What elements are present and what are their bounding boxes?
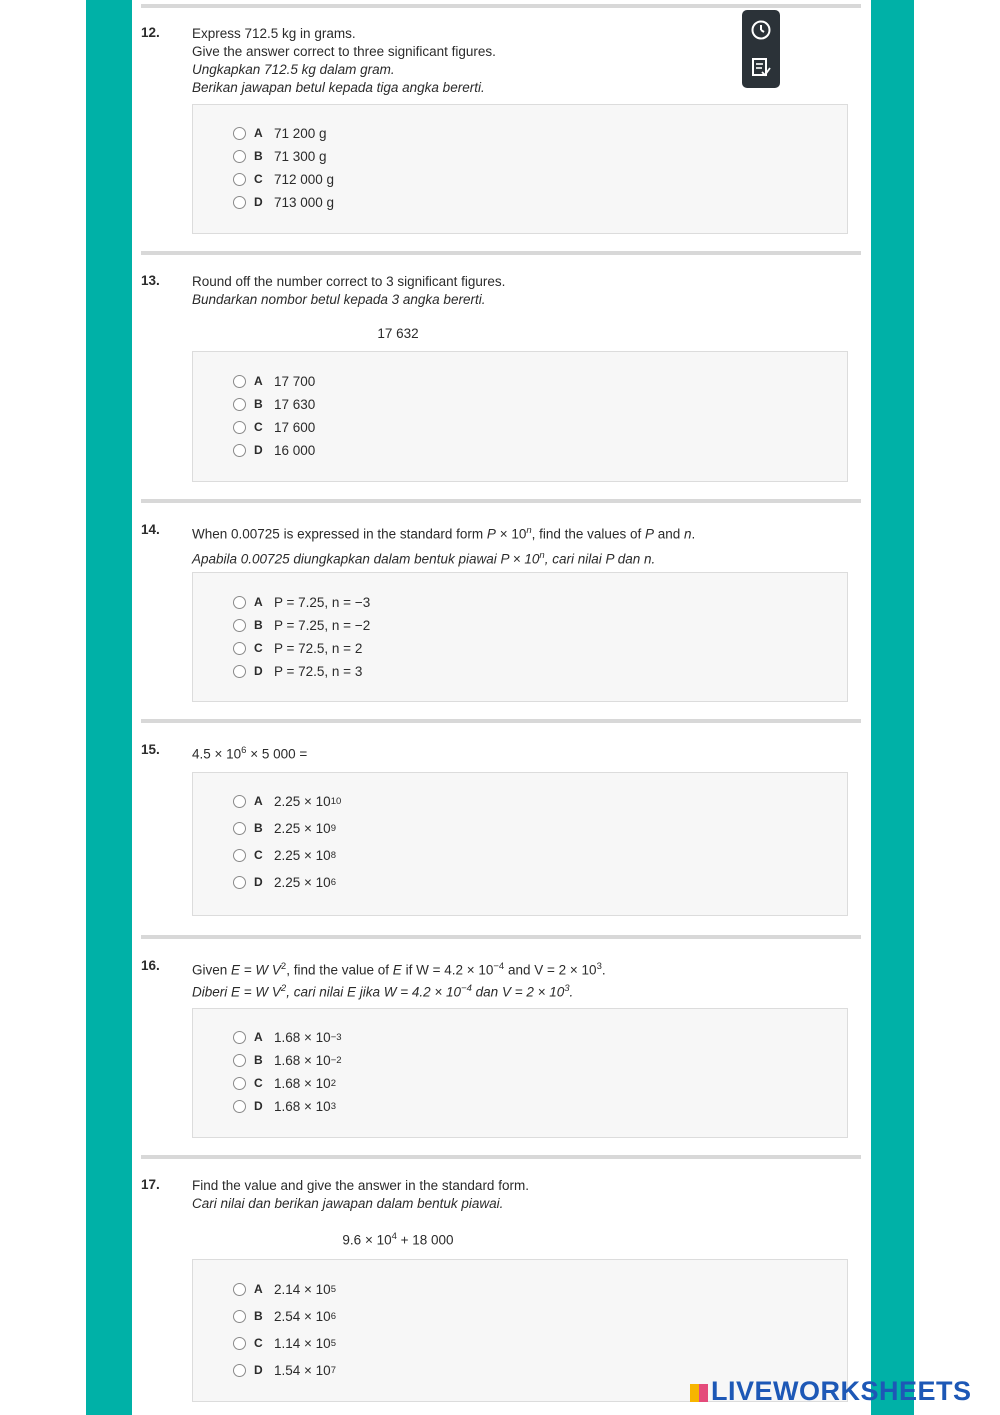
exponent: 5: [330, 1337, 336, 1349]
question-line: [192, 522, 812, 544]
option-text: 16 000: [274, 442, 316, 458]
option-text: 2.14 × 10: [274, 1281, 331, 1297]
options-panel: [192, 1008, 848, 1138]
formula: E = W V: [231, 984, 281, 999]
option-text: 712 000 g: [274, 171, 335, 187]
text-run: , cari nilai: [544, 551, 606, 566]
option-d[interactable]: [233, 192, 334, 212]
question-text: [192, 958, 812, 1001]
option-b[interactable]: [233, 146, 327, 166]
exponent: 4: [391, 1231, 397, 1242]
option-text: 713 000 g: [274, 194, 335, 210]
radio-button[interactable]: [233, 196, 246, 209]
variable-p: P: [500, 551, 509, 566]
option-text: 2.54 × 10: [274, 1308, 331, 1324]
text-run: + 18 000: [396, 1232, 454, 1248]
options-panel: [192, 104, 848, 234]
option-d[interactable]: [233, 661, 362, 681]
text-run: 4.5 × 10: [192, 746, 242, 762]
option-letter: C: [254, 172, 263, 186]
liveworksheets-logo: [690, 1376, 972, 1407]
text-run: if: [401, 962, 417, 978]
text-run: , find the values of: [531, 526, 645, 542]
text-run: , find the value of: [286, 962, 393, 978]
exponent: 6: [241, 745, 247, 756]
option-letter: A: [254, 1030, 263, 1044]
text-run: Given: [192, 962, 232, 978]
question-line: Find the value and give the answer in the standard form.: [192, 1178, 529, 1193]
option-text: 2.25 × 10: [274, 874, 331, 890]
text-run: and: [653, 526, 685, 542]
option-text: 1.14 × 10: [274, 1335, 331, 1351]
option-text: P = 7.25, n = −3: [274, 594, 371, 610]
question-number: 15.: [141, 742, 160, 757]
option-b[interactable]: [233, 1050, 342, 1070]
formula: E = W V: [231, 962, 281, 978]
radio-button[interactable]: [233, 665, 246, 678]
radio-button[interactable]: [233, 150, 246, 163]
variable-p: P: [486, 526, 496, 542]
exponent: −2: [330, 1054, 342, 1066]
radio-button[interactable]: [233, 1100, 246, 1113]
text-run: , cari nilai: [286, 984, 347, 999]
option-letter: C: [254, 1076, 263, 1090]
option-letter: C: [254, 1336, 263, 1350]
option-d[interactable]: [233, 440, 315, 460]
text-run: 9.6 × 10: [342, 1232, 392, 1248]
text-run: jika: [356, 984, 384, 999]
option-c[interactable]: [233, 638, 362, 658]
brand-text: LIVEWORKSHEETS: [711, 1376, 972, 1406]
radio-button[interactable]: [233, 1310, 246, 1323]
option-text: 1.54 × 10: [274, 1362, 331, 1378]
variable-e: E: [392, 962, 402, 978]
option-text: 17 630: [274, 396, 316, 412]
question-divider: [141, 935, 861, 939]
question-line: Give the answer correct to three significant figures.: [192, 44, 496, 59]
variable-n: n: [684, 526, 692, 542]
text-run: .: [601, 962, 606, 978]
option-letter: D: [254, 875, 263, 889]
radio-button[interactable]: [233, 1283, 246, 1296]
options-panel: [192, 351, 848, 482]
question-text: [192, 273, 812, 309]
question-divider: [141, 499, 861, 503]
exponent: 2: [280, 961, 287, 972]
question-number: 16.: [141, 958, 160, 973]
exponent: 9: [330, 822, 336, 834]
question-line-translation: [192, 980, 812, 1002]
option-text: P = 7.25, n = −2: [274, 617, 371, 633]
option-b[interactable]: [233, 615, 370, 635]
radio-button[interactable]: [233, 1054, 246, 1067]
radio-button[interactable]: [233, 173, 246, 186]
variable-n: n: [539, 549, 545, 561]
radio-button[interactable]: [233, 398, 246, 411]
option-a[interactable]: [233, 371, 315, 391]
text-run: Diberi: [192, 984, 232, 999]
option-a[interactable]: [233, 123, 327, 143]
option-letter: B: [254, 618, 263, 632]
option-letter: B: [254, 1309, 263, 1323]
exponent: 3: [596, 961, 602, 972]
question-line: Round off the number correct to 3 significant figures.: [192, 274, 506, 289]
text-run: × 10: [495, 526, 527, 542]
option-b[interactable]: [233, 394, 315, 414]
radio-button[interactable]: [233, 421, 246, 434]
radio-button[interactable]: [233, 795, 246, 808]
radio-button[interactable]: [233, 444, 246, 457]
variable-e: E: [346, 984, 356, 999]
option-text: P = 72.5, n = 3: [274, 663, 363, 679]
question-number-value: 17 632: [377, 326, 419, 341]
text-run: .: [651, 551, 656, 566]
formula: W = 4.2 × 10: [383, 984, 462, 999]
option-text: 1.68 × 10: [274, 1098, 331, 1114]
option-c[interactable]: [233, 845, 336, 865]
option-letter: D: [254, 1099, 263, 1113]
right-margin-band: [871, 0, 914, 1415]
variable-p: P: [605, 551, 614, 566]
option-letter: B: [254, 821, 263, 835]
option-text: 17 600: [274, 419, 316, 435]
exponent: 2: [330, 1077, 336, 1089]
option-text: 2.25 × 10: [274, 820, 331, 836]
exponent: 6: [330, 1310, 336, 1322]
option-letter: A: [254, 1282, 263, 1296]
variable-p: P: [644, 526, 654, 542]
radio-button[interactable]: [233, 1337, 246, 1350]
exponent: 3: [330, 1100, 336, 1112]
question-number: 13.: [141, 273, 160, 288]
radio-button[interactable]: [233, 619, 246, 632]
formula: W = 4.2 × 10: [416, 962, 494, 978]
option-letter: D: [254, 1363, 263, 1377]
radio-button[interactable]: [233, 822, 246, 835]
question-number: 17.: [141, 1177, 160, 1192]
option-letter: B: [254, 149, 263, 163]
exponent: 3: [564, 982, 570, 994]
exponent: −4: [461, 982, 472, 994]
text-run: and: [504, 962, 535, 978]
radio-button[interactable]: [233, 375, 246, 388]
question-line: [192, 958, 812, 980]
text-run: When 0.00725 is expressed in the standard form: [192, 526, 487, 542]
text-run: .: [569, 984, 574, 999]
exponent: 5: [330, 1283, 336, 1295]
option-text: 1.68 × 10: [274, 1052, 331, 1068]
option-letter: C: [254, 420, 263, 434]
option-text: 71 200 g: [274, 125, 327, 141]
option-letter: B: [254, 1053, 263, 1067]
question-divider: [141, 719, 861, 723]
text-run: dan: [614, 551, 645, 566]
question-text: [192, 1177, 812, 1213]
option-letter: A: [254, 794, 263, 808]
option-c[interactable]: [233, 417, 315, 437]
question-expression: [0, 1231, 796, 1248]
question-divider: [141, 251, 861, 255]
question-line-translation: Ungkapkan 712.5 kg dalam gram.: [192, 62, 395, 77]
option-d[interactable]: [233, 1096, 336, 1116]
text-run: .: [691, 526, 696, 542]
option-a[interactable]: [233, 1027, 342, 1047]
question-line-translation: [192, 547, 812, 569]
option-a[interactable]: [233, 1279, 336, 1299]
option-c[interactable]: [233, 1333, 336, 1353]
option-letter: C: [254, 848, 263, 862]
option-b[interactable]: [233, 1306, 336, 1326]
text-run: dan: [471, 984, 502, 999]
option-text: 1.68 × 10: [274, 1029, 331, 1045]
option-letter: D: [254, 195, 263, 209]
question-line-translation: Bundarkan nombor betul kepada 3 angka bererti.: [192, 292, 486, 307]
option-text: 2.25 × 10: [274, 793, 331, 809]
exponent: 10: [330, 795, 342, 807]
option-text: 2.25 × 10: [274, 847, 331, 863]
option-text: 1.68 × 10: [274, 1075, 331, 1091]
radio-button[interactable]: [233, 1031, 246, 1044]
question-line-translation: Berikan jawapan betul kepada tiga angka bererti.: [192, 80, 485, 95]
option-letter: D: [254, 664, 263, 678]
exponent: 6: [330, 876, 336, 888]
option-letter: A: [254, 126, 263, 140]
question-line: Express 712.5 kg in grams.: [192, 26, 356, 41]
option-a[interactable]: [233, 592, 370, 612]
question-text: [192, 25, 812, 97]
text-run: × 10: [509, 551, 540, 566]
formula: V = 2 × 10: [501, 984, 565, 999]
text-run: Apabila 0.00725 diungkapkan dalam bentuk piawai: [192, 551, 501, 566]
option-text: P = 72.5, n = 2: [274, 640, 363, 656]
option-text: 17 700: [274, 373, 316, 389]
question-number: 12.: [141, 25, 160, 40]
radio-button[interactable]: [233, 1364, 246, 1377]
options-panel: [192, 772, 848, 916]
option-c[interactable]: [233, 169, 334, 189]
options-panel: [192, 572, 848, 702]
option-letter: A: [254, 595, 263, 609]
radio-button[interactable]: [233, 596, 246, 609]
option-letter: D: [254, 443, 263, 457]
formula: V = 2 × 10: [534, 962, 597, 978]
exponent: 7: [330, 1364, 336, 1376]
radio-button[interactable]: [233, 642, 246, 655]
option-text: 71 300 g: [274, 148, 327, 164]
radio-button[interactable]: [233, 1077, 246, 1090]
exponent: 2: [280, 982, 287, 994]
left-margin-band: [86, 0, 132, 1415]
question-text: [192, 742, 812, 764]
question-divider: [141, 4, 861, 8]
variable-n: n: [644, 551, 652, 566]
option-letter: C: [254, 641, 263, 655]
option-letter: A: [254, 374, 263, 388]
question-text: [192, 522, 812, 568]
question-line-translation: Cari nilai dan berikan jawapan dalam bentuk piawai.: [192, 1196, 504, 1211]
exponent: −3: [330, 1031, 342, 1043]
exponent: −4: [493, 961, 505, 972]
logo-icon: [690, 1384, 708, 1402]
radio-button[interactable]: [233, 127, 246, 140]
option-d[interactable]: [233, 1360, 336, 1380]
radio-button[interactable]: [233, 876, 246, 889]
question-divider: [141, 1155, 861, 1159]
exponent: 8: [330, 849, 336, 861]
radio-button[interactable]: [233, 849, 246, 862]
option-d[interactable]: [233, 872, 336, 892]
option-letter: B: [254, 397, 263, 411]
text-run: × 5 000 =: [246, 746, 308, 762]
variable-n: n: [526, 525, 532, 536]
question-number: 14.: [141, 522, 160, 537]
option-c[interactable]: [233, 1073, 336, 1093]
option-b[interactable]: [233, 818, 336, 838]
option-a[interactable]: [233, 791, 341, 811]
